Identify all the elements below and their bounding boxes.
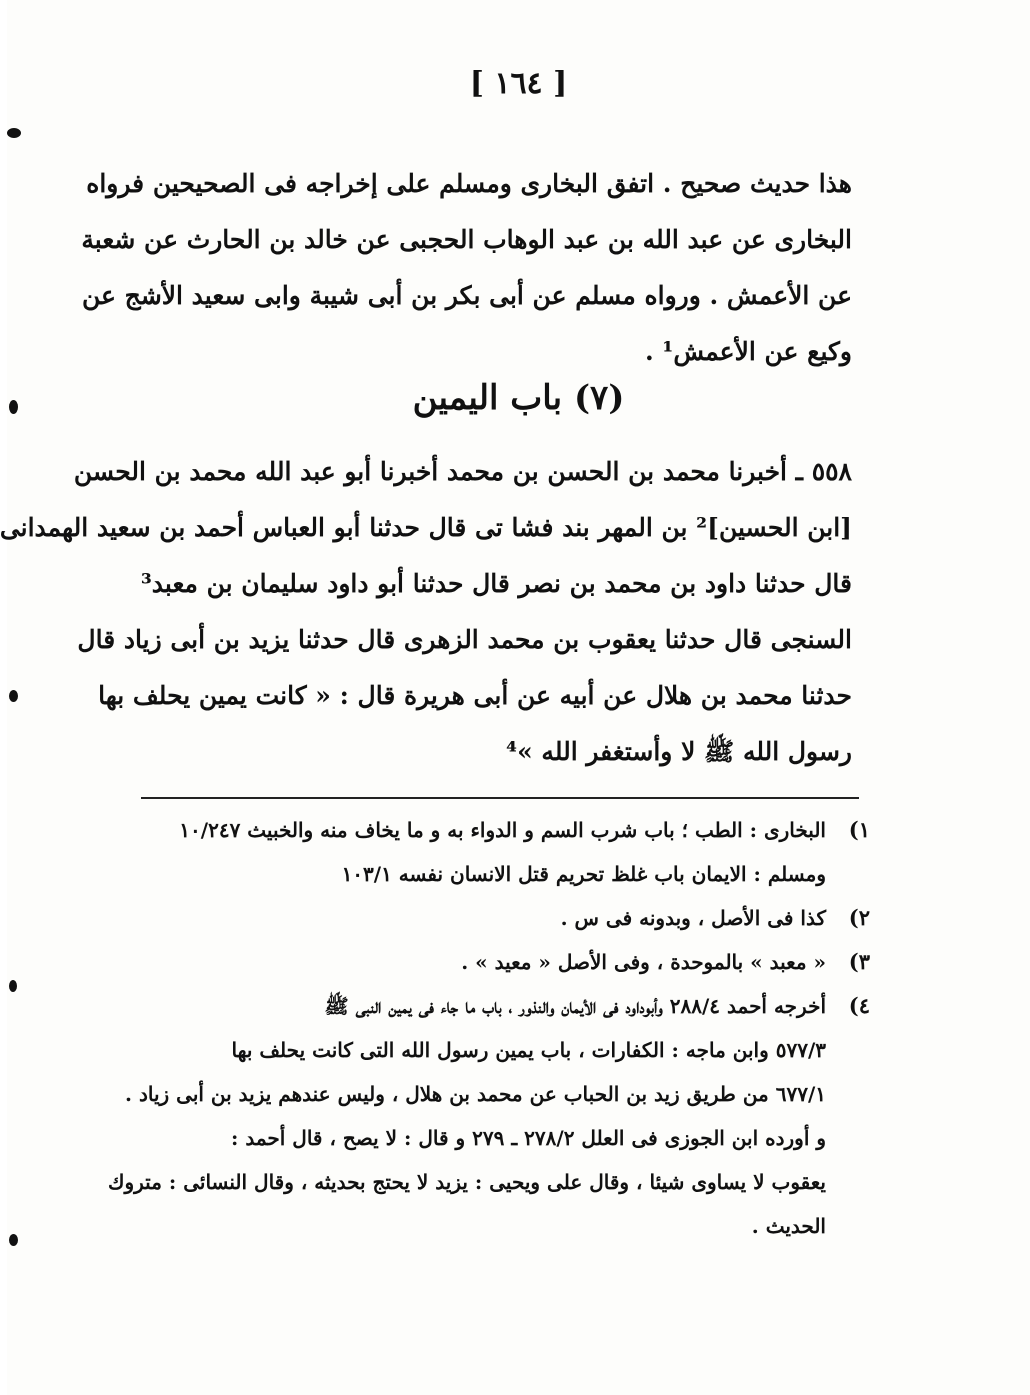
- paragraph-line: عن الأعمش . ورواه مسلم عن أبى بكر بن أبى شيبة وابى سعيد الأشج عن: [82, 281, 852, 310]
- footnote-number: ٤): [848, 993, 870, 1018]
- paragraph-line: رسول الله ﷺ لا وأستغفر الله »⁴: [506, 737, 852, 766]
- paragraph-line: قال حدثنا داود بن محمد بن نصر قال حدثنا أبو داود سليمان بن معبد³: [140, 569, 852, 598]
- hadith-paragraph: [0, 444, 852, 780]
- footnote-line: ٦٧٧/١ من طريق زيد بن الحباب عن محمد بن هلال ، وليس عندهم يزيد بن أبى زياد .: [125, 1082, 826, 1106]
- footnote-1: [127, 808, 870, 896]
- scan-speck: [7, 128, 21, 138]
- paragraph-line: وكيع عن الأعمش¹ .: [644, 337, 852, 366]
- footnote-line: « معبد » بالموحدة ، وفى الأصل « معيد » .: [461, 950, 826, 974]
- footnote-line: أخرجه أحمد ٢٨٨/٤ وأبوداود فى الأيمان والنذور ، باب ما جاء فى يمين النبى ﷺ: [324, 994, 826, 1018]
- scan-speck: [9, 1234, 18, 1246]
- scan-speck: [9, 690, 18, 702]
- footnote-line: ٥٧٧/٣ وابن ماجه : الكفارات ، باب يمين رسول الله التى كانت يحلف بها: [231, 1038, 826, 1062]
- footnote-text: [127, 808, 826, 896]
- paragraph-line: البخارى عن عبد الله بن عبد الوهاب الحجبى عن خالد بن الحارث عن شعبة: [81, 225, 852, 254]
- footnote-number: ١): [848, 817, 870, 842]
- footnote-text: [108, 984, 826, 1248]
- footnotes: [107, 808, 870, 1248]
- footnote-text: [127, 940, 826, 984]
- scan-speck: [9, 980, 17, 992]
- footnote-separator: [141, 797, 859, 799]
- footnote-line: يعقوب لا يساوى شيئا ، وقال على ويحيى : يزيد لا يحتج بحديثه ، وقال النسائى : متروك: [107, 1170, 826, 1194]
- footnote-number: ٣): [848, 949, 870, 974]
- paragraph-line: ٥٥٨ ـ أخبرنا محمد بن الحسن بن محمد أخبرنا أبو عبد الله محمد بن الحسن: [73, 457, 852, 486]
- scan-speck: [9, 400, 18, 414]
- footnote-3: [127, 940, 870, 984]
- chapter-title: (٧) باب اليمين: [412, 378, 625, 418]
- paragraph-line: هذا حديث صحيح . اتفق البخارى ومسلم على إخراجه فى الصحيحين فرواه: [86, 169, 852, 198]
- footnote-line: كذا فى الأصل ، وبدونه فى س .: [560, 906, 826, 930]
- footnote-number: ٢): [848, 905, 870, 930]
- page-number: [ ١٦٤ ]: [469, 66, 568, 101]
- footnote-4: [107, 984, 870, 1248]
- footnote-text: [127, 896, 826, 940]
- paragraph-line: السنجى قال حدثنا يعقوب بن محمد الزهرى قال حدثنا يزيد بن أبى زياد قال: [77, 625, 852, 654]
- footnote-line: البخارى : الطب ؛ باب شرب السم و الدواء به و ما يخاف منه والخبيث ١٠/٢٤٧: [179, 818, 826, 842]
- paragraph-line: [ابن الحسين]² بن المهر بند فشا تى قال حدثنا أبو العباس أحمد بن سعيد الهمدانى: [0, 513, 852, 542]
- opening-paragraph: [81, 156, 852, 380]
- footnote-2: [127, 896, 870, 940]
- footnote-line: و أورده ابن الجوزى فى العلل ٢٧٨/٢ ـ ٢٧٩ و قال : لا يصح ، قال أحمد :: [231, 1126, 826, 1150]
- paragraph-line: حدثنا محمد بن هلال عن أبيه عن أبى هريرة قال : « كانت يمين يحلف بها: [98, 681, 852, 710]
- footnote-line: الحديث .: [751, 1214, 826, 1238]
- footnote-line: ومسلم : الايمان باب غلظ تحريم قتل الانسان نفسه ١٠٣/١: [341, 862, 826, 886]
